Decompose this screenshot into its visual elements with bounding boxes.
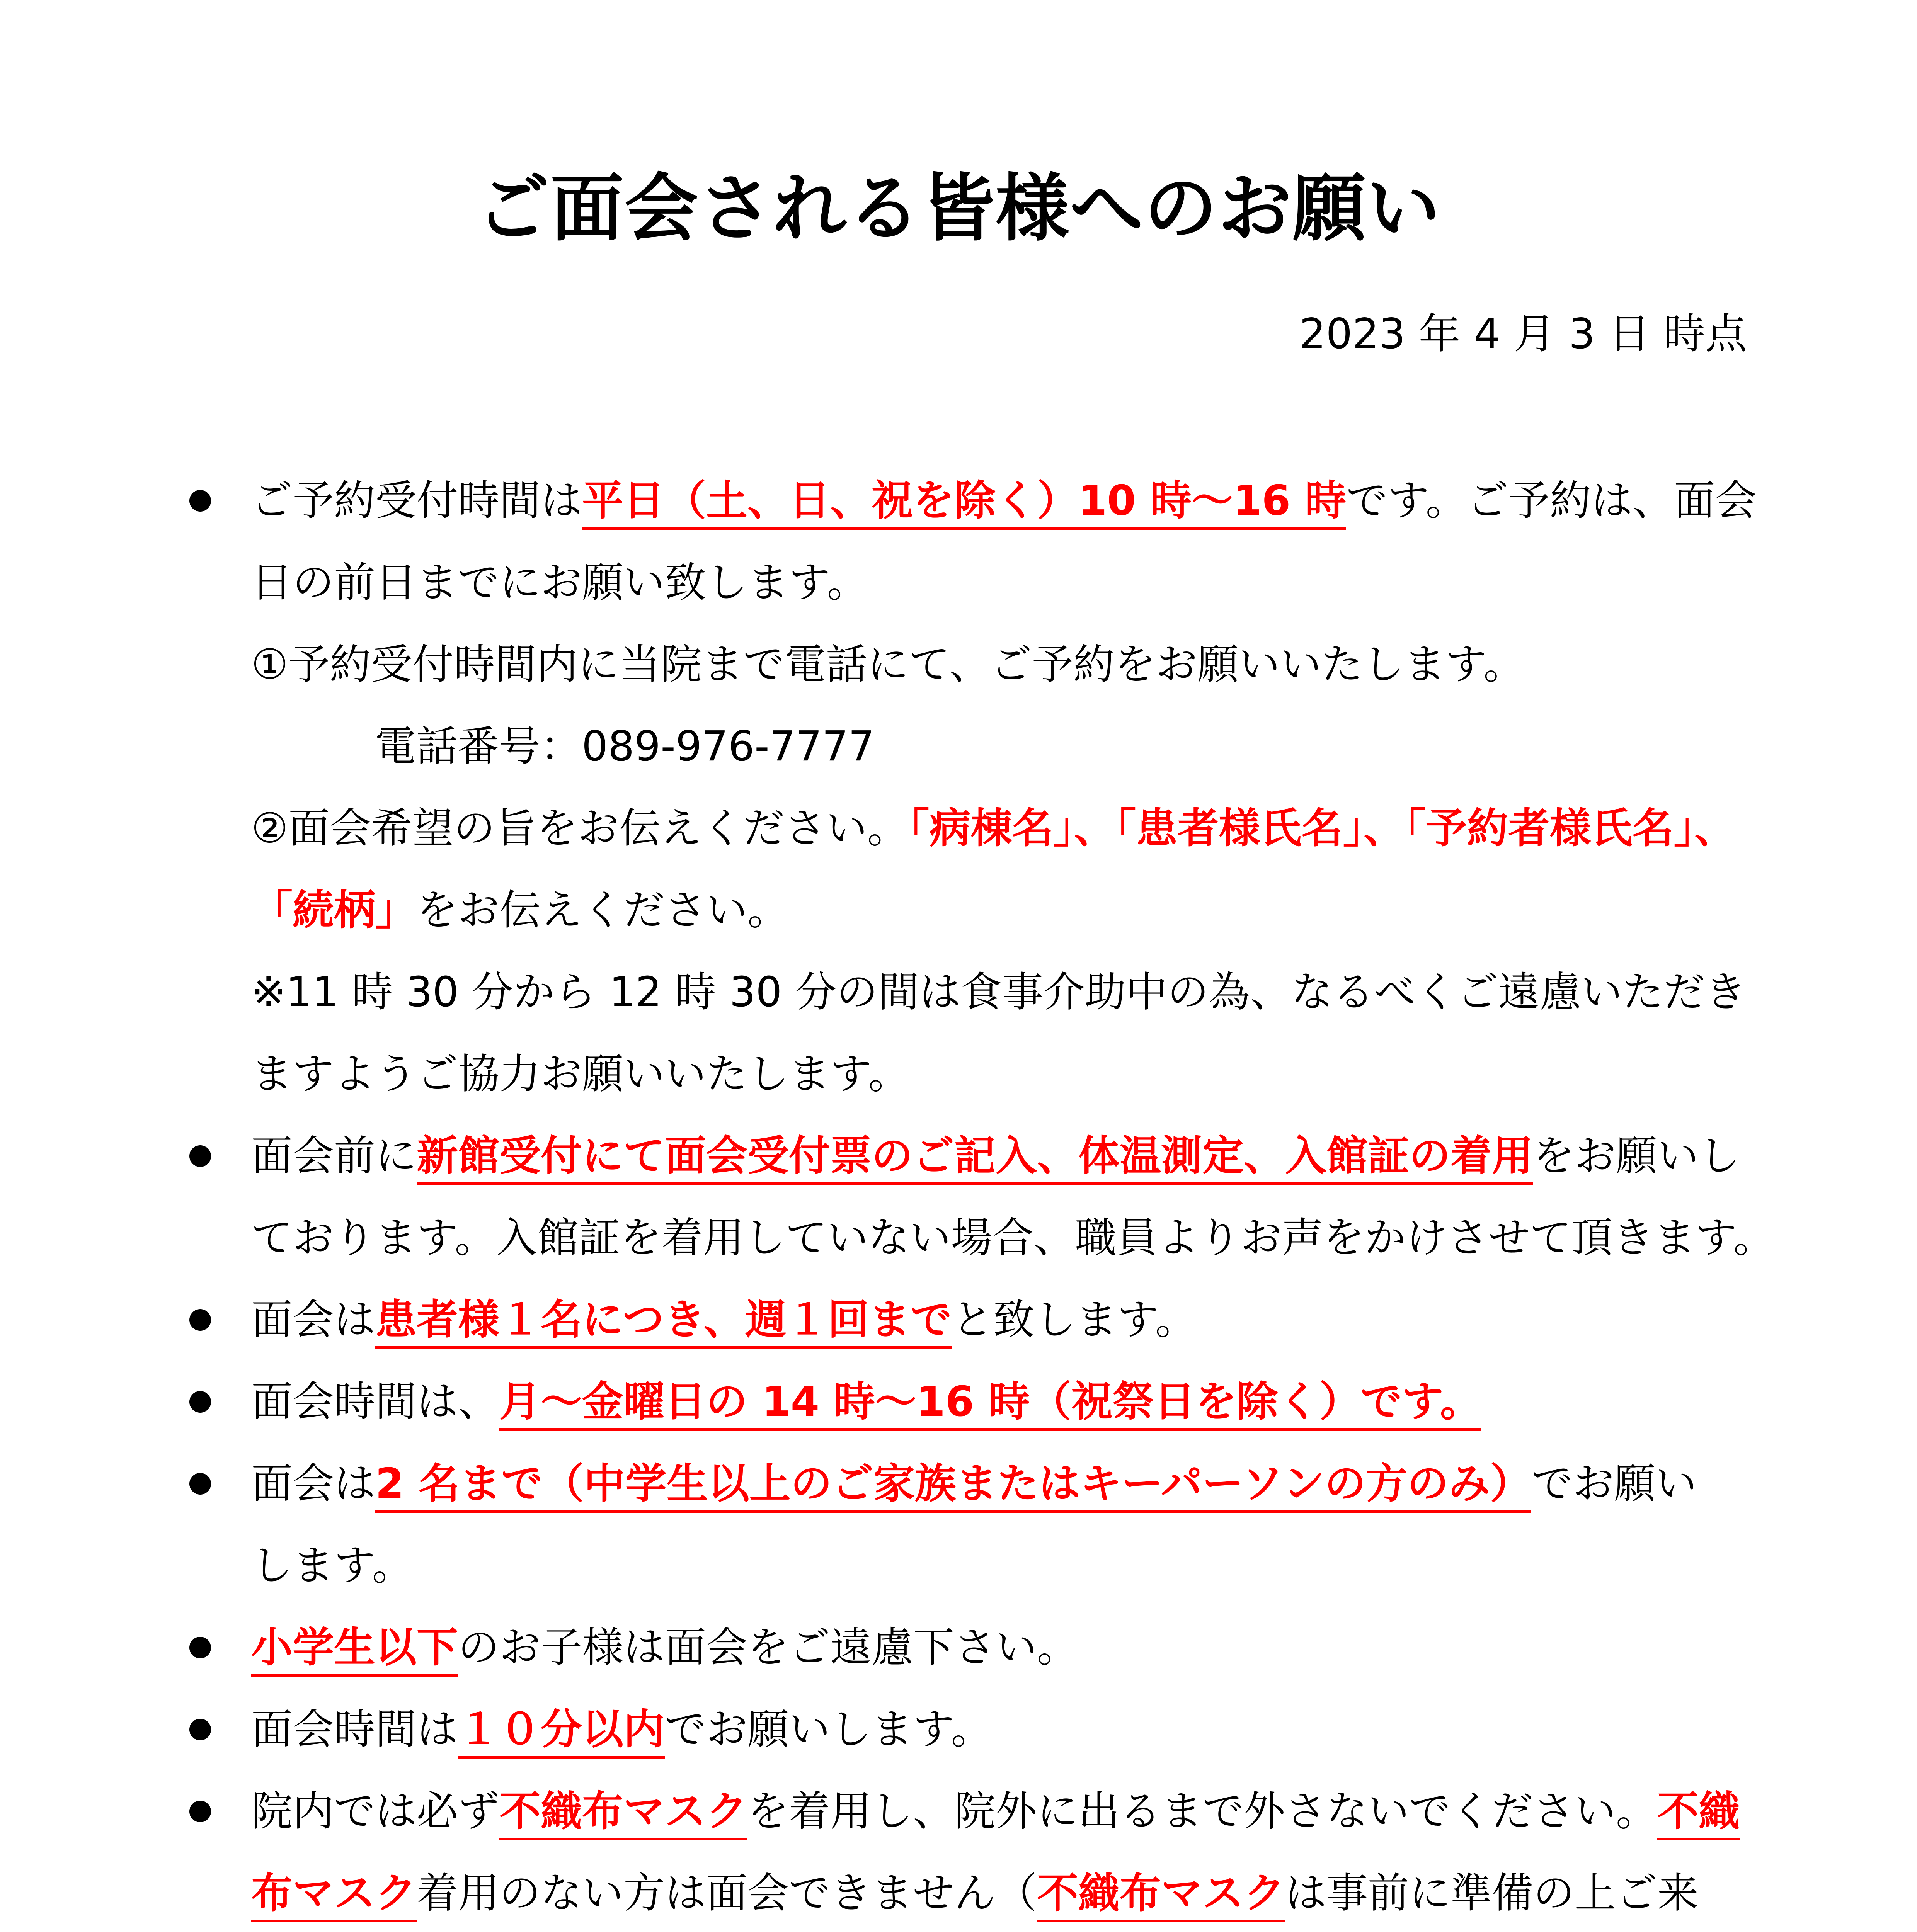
highlight: 小学生以下: [251, 1624, 458, 1677]
highlight: 平日（土、日、祝を除く）10 時～16 時: [582, 477, 1346, 530]
highlight: 「続柄」: [251, 886, 417, 934]
line: 日の前日までにお願い致します。: [251, 559, 868, 607]
phone-number: 電話番号：089-976-7777: [375, 723, 875, 770]
highlight: 布マスク: [251, 1869, 417, 1922]
list-item-mask: [182, 1770, 1766, 1932]
highlight: 月～金曜日の 14 時～16 時（祝祭日を除く）です。: [499, 1378, 1481, 1431]
bullet-icon: [189, 490, 211, 512]
highlight: 「病棟名」、「患者様氏名」、「予約者様氏名」、: [908, 804, 1736, 852]
list-item-reception: [182, 1115, 1775, 1279]
line: 院内では必ず不織布マスクを着用し、院外に出るまで外さないでください。不織: [251, 1770, 1766, 1852]
bullet-icon: [189, 1145, 211, 1167]
line: ております。入館証を着用していない場合、職員よりお声をかけさせて頂きます。: [251, 1214, 1775, 1262]
bullet-icon: [189, 1309, 211, 1331]
line: します。: [251, 1542, 414, 1590]
highlight: 2 名まで（中学生以上のご家族またはキーパーソンの方のみ）: [375, 1460, 1531, 1513]
line: ①予約受付時間内に当院まで電話にて、ご予約をお願いいたします。: [251, 641, 1525, 689]
line: 小学生以下のお子様は面会をご遠慮下さい。: [251, 1607, 1766, 1689]
list-item-duration: [182, 1689, 1766, 1770]
list-item-hours: [182, 1361, 1766, 1443]
line: 布マスク着用のない方は面会できません（不織布マスクは事前に準備の上ご来: [251, 1852, 1766, 1932]
line: 面会時間は、月～金曜日の 14 時～16 時（祝祭日を除く）です。: [251, 1361, 1766, 1443]
list-item-visitors: [182, 1443, 1766, 1607]
highlight: １０分以内: [458, 1706, 665, 1759]
list-item-reservation: [182, 460, 1766, 1115]
bullet-icon: [189, 1473, 211, 1495]
list-item-frequency: [182, 1279, 1766, 1361]
highlight: 新館受付にて面会受付票のご記入、体温測定、入館証の着用: [417, 1132, 1533, 1185]
line: 面会は2 名まで（中学生以上のご家族またはキーパーソンの方のみ）でお願い: [251, 1443, 1766, 1525]
line: 面会時間は１０分以内でお願いします。: [251, 1689, 1766, 1770]
highlight: 不織布マスク: [1037, 1869, 1285, 1922]
highlight: 不織布マスク: [499, 1787, 747, 1840]
line: ご予約受付時間は平日（土、日、祝を除く）10 時～16 時です。ご予約は、面会: [251, 460, 1766, 542]
highlight: 患者様１名につき、週１回まで: [375, 1296, 952, 1349]
line: ますようご協力お願いいたします。: [251, 1050, 910, 1098]
bullet-icon: [189, 1801, 211, 1822]
line: 面会は患者様１名につき、週１回までと致します。: [251, 1279, 1766, 1361]
highlight: 不織: [1657, 1787, 1740, 1840]
notice-list: [182, 460, 1775, 1932]
page-title: ご面会される皆様へのお願い: [476, 166, 1441, 251]
bullet-icon: [189, 1719, 211, 1740]
line: 「続柄」をお伝えください。: [251, 886, 789, 934]
bullet-icon: [189, 1637, 211, 1658]
list-item-children: [182, 1607, 1766, 1689]
bullet-icon: [189, 1391, 211, 1413]
line: ②面会希望の旨をお伝えください。「病棟名」、「患者様氏名」、「予約者様氏名」、: [251, 804, 1736, 852]
line: ※11 時 30 分から 12 時 30 分の間は食事介助中の為、なるべくご遠慮いただき: [251, 968, 1747, 1016]
line: 面会前に新館受付にて面会受付票のご記入、体温測定、入館証の着用をお願いし: [251, 1115, 1766, 1197]
as-of-date: 2023 年 4 月 3 日 時点: [1299, 310, 1747, 358]
